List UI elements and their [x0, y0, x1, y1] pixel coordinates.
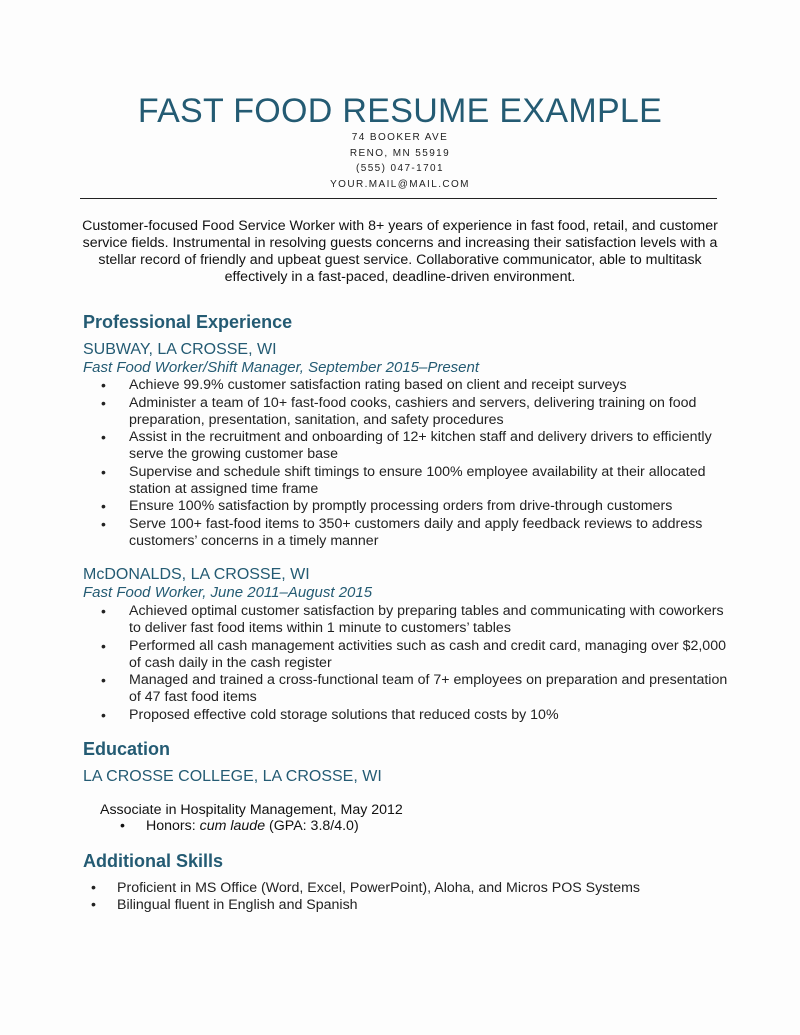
summary-paragraph: Customer-focused Food Service Worker with 8+ years of experience in fast food, retail, and customer service fields. Instrumental in resolving guests concerns and increasing their satisfaction levels with a stellar record of friendly and upbeat guest service. Collaborative communicator, able to multitask effectively in a fast-paced, deadline-driven environment. — [82, 218, 718, 285]
list-item: • Administer a team of 10+ fast-food cooks, cashiers and servers, delivering training on food preparation, presentation, sanitation, and safety procedures — [101, 394, 697, 428]
list-item: • Managed and trained a cross-functional team of 7+ employees on preparation and presentation of 47 fast food items — [101, 672, 728, 706]
bullet-icon: • — [101, 672, 106, 689]
bullet-icon: • — [91, 897, 96, 913]
contact-email: YOUR.MAIL@MAIL.COM — [330, 178, 470, 190]
list-item: • Proposed effective cold storage solutions that reduced costs by 10% — [101, 706, 559, 723]
list-item: • Proficient in MS Office (Word, Excel, PowerPoint), Aloha, and Micros POS Systems — [91, 880, 641, 896]
bullet-icon: • — [101, 706, 106, 723]
skills-heading: Additional Skills — [83, 851, 224, 871]
header-divider — [80, 198, 717, 199]
job-company: SUBWAY, LA CROSSE, WI — [83, 341, 277, 358]
bullet-icon: • — [101, 637, 106, 654]
bullet-icon: • — [101, 515, 106, 532]
experience-heading: Professional Experience — [83, 312, 293, 332]
job-bullets — [83, 377, 733, 551]
contact-address: 74 BOOKER AVE — [351, 132, 449, 143]
contact-phone: (555) 047-1701 — [356, 163, 444, 174]
bullet-icon: • — [101, 429, 106, 446]
bullet-icon: • — [91, 880, 96, 896]
school-name: LA CROSSE COLLEGE, LA CROSSE, WI — [83, 768, 382, 785]
bullet-icon: • — [101, 394, 106, 411]
list-item: • Bilingual fluent in English and Spanish — [91, 897, 358, 913]
contact-city: RENO, MN 55919 — [349, 147, 451, 159]
bullet-icon: • — [101, 603, 106, 619]
job-bullets — [83, 603, 733, 724]
job-role: Fast Food Worker, June 2011–August 2015 — [83, 584, 373, 601]
bullet-icon: • — [101, 377, 106, 393]
education-heading: Education — [83, 739, 171, 759]
page-title: FAST FOOD RESUME EXAMPLE — [137, 92, 663, 130]
list-item: • Assist in the recruitment and onboarding of 12+ kitchen staff and delivery drivers to efficiently serve the growing customer base — [101, 429, 712, 463]
bullet-icon: • — [120, 818, 125, 834]
honors-line: • Honors: cum laude (GPA: 3.8/4.0) — [120, 818, 359, 834]
list-item: • Supervise and schedule shift timings to ensure 100% employee availability at their allocated station at assigned time frame — [101, 463, 706, 497]
degree-line: Associate in Hospitality Management, May 2012 — [100, 802, 403, 818]
list-item: • Ensure 100% satisfaction by promptly processing orders from drive-through customers — [101, 498, 673, 515]
list-item: • Performed all cash management activities such as cash and credit card, managing over $2,000 of cash daily in the cash register — [101, 637, 726, 671]
skills-list — [83, 880, 733, 914]
bullet-icon: • — [101, 463, 106, 480]
list-item: • Achieved optimal customer satisfaction by preparing tables and communicating with coworkers to deliver fast food items within 1 minute to customers’ tables — [101, 603, 724, 636]
job-company: McDONALDS, LA CROSSE, WI — [83, 566, 310, 583]
contact-block — [0, 130, 800, 192]
list-item: • Serve 100+ fast-food items to 350+ customers daily and apply feedback reviews to address customers’ concerns in a timely manner — [101, 515, 703, 549]
list-item: • Achieve 99.9% customer satisfaction rating based on client and receipt surveys — [101, 377, 627, 393]
bullet-icon: • — [101, 498, 106, 515]
job-role: Fast Food Worker/Shift Manager, September 2015–Present — [83, 359, 480, 376]
